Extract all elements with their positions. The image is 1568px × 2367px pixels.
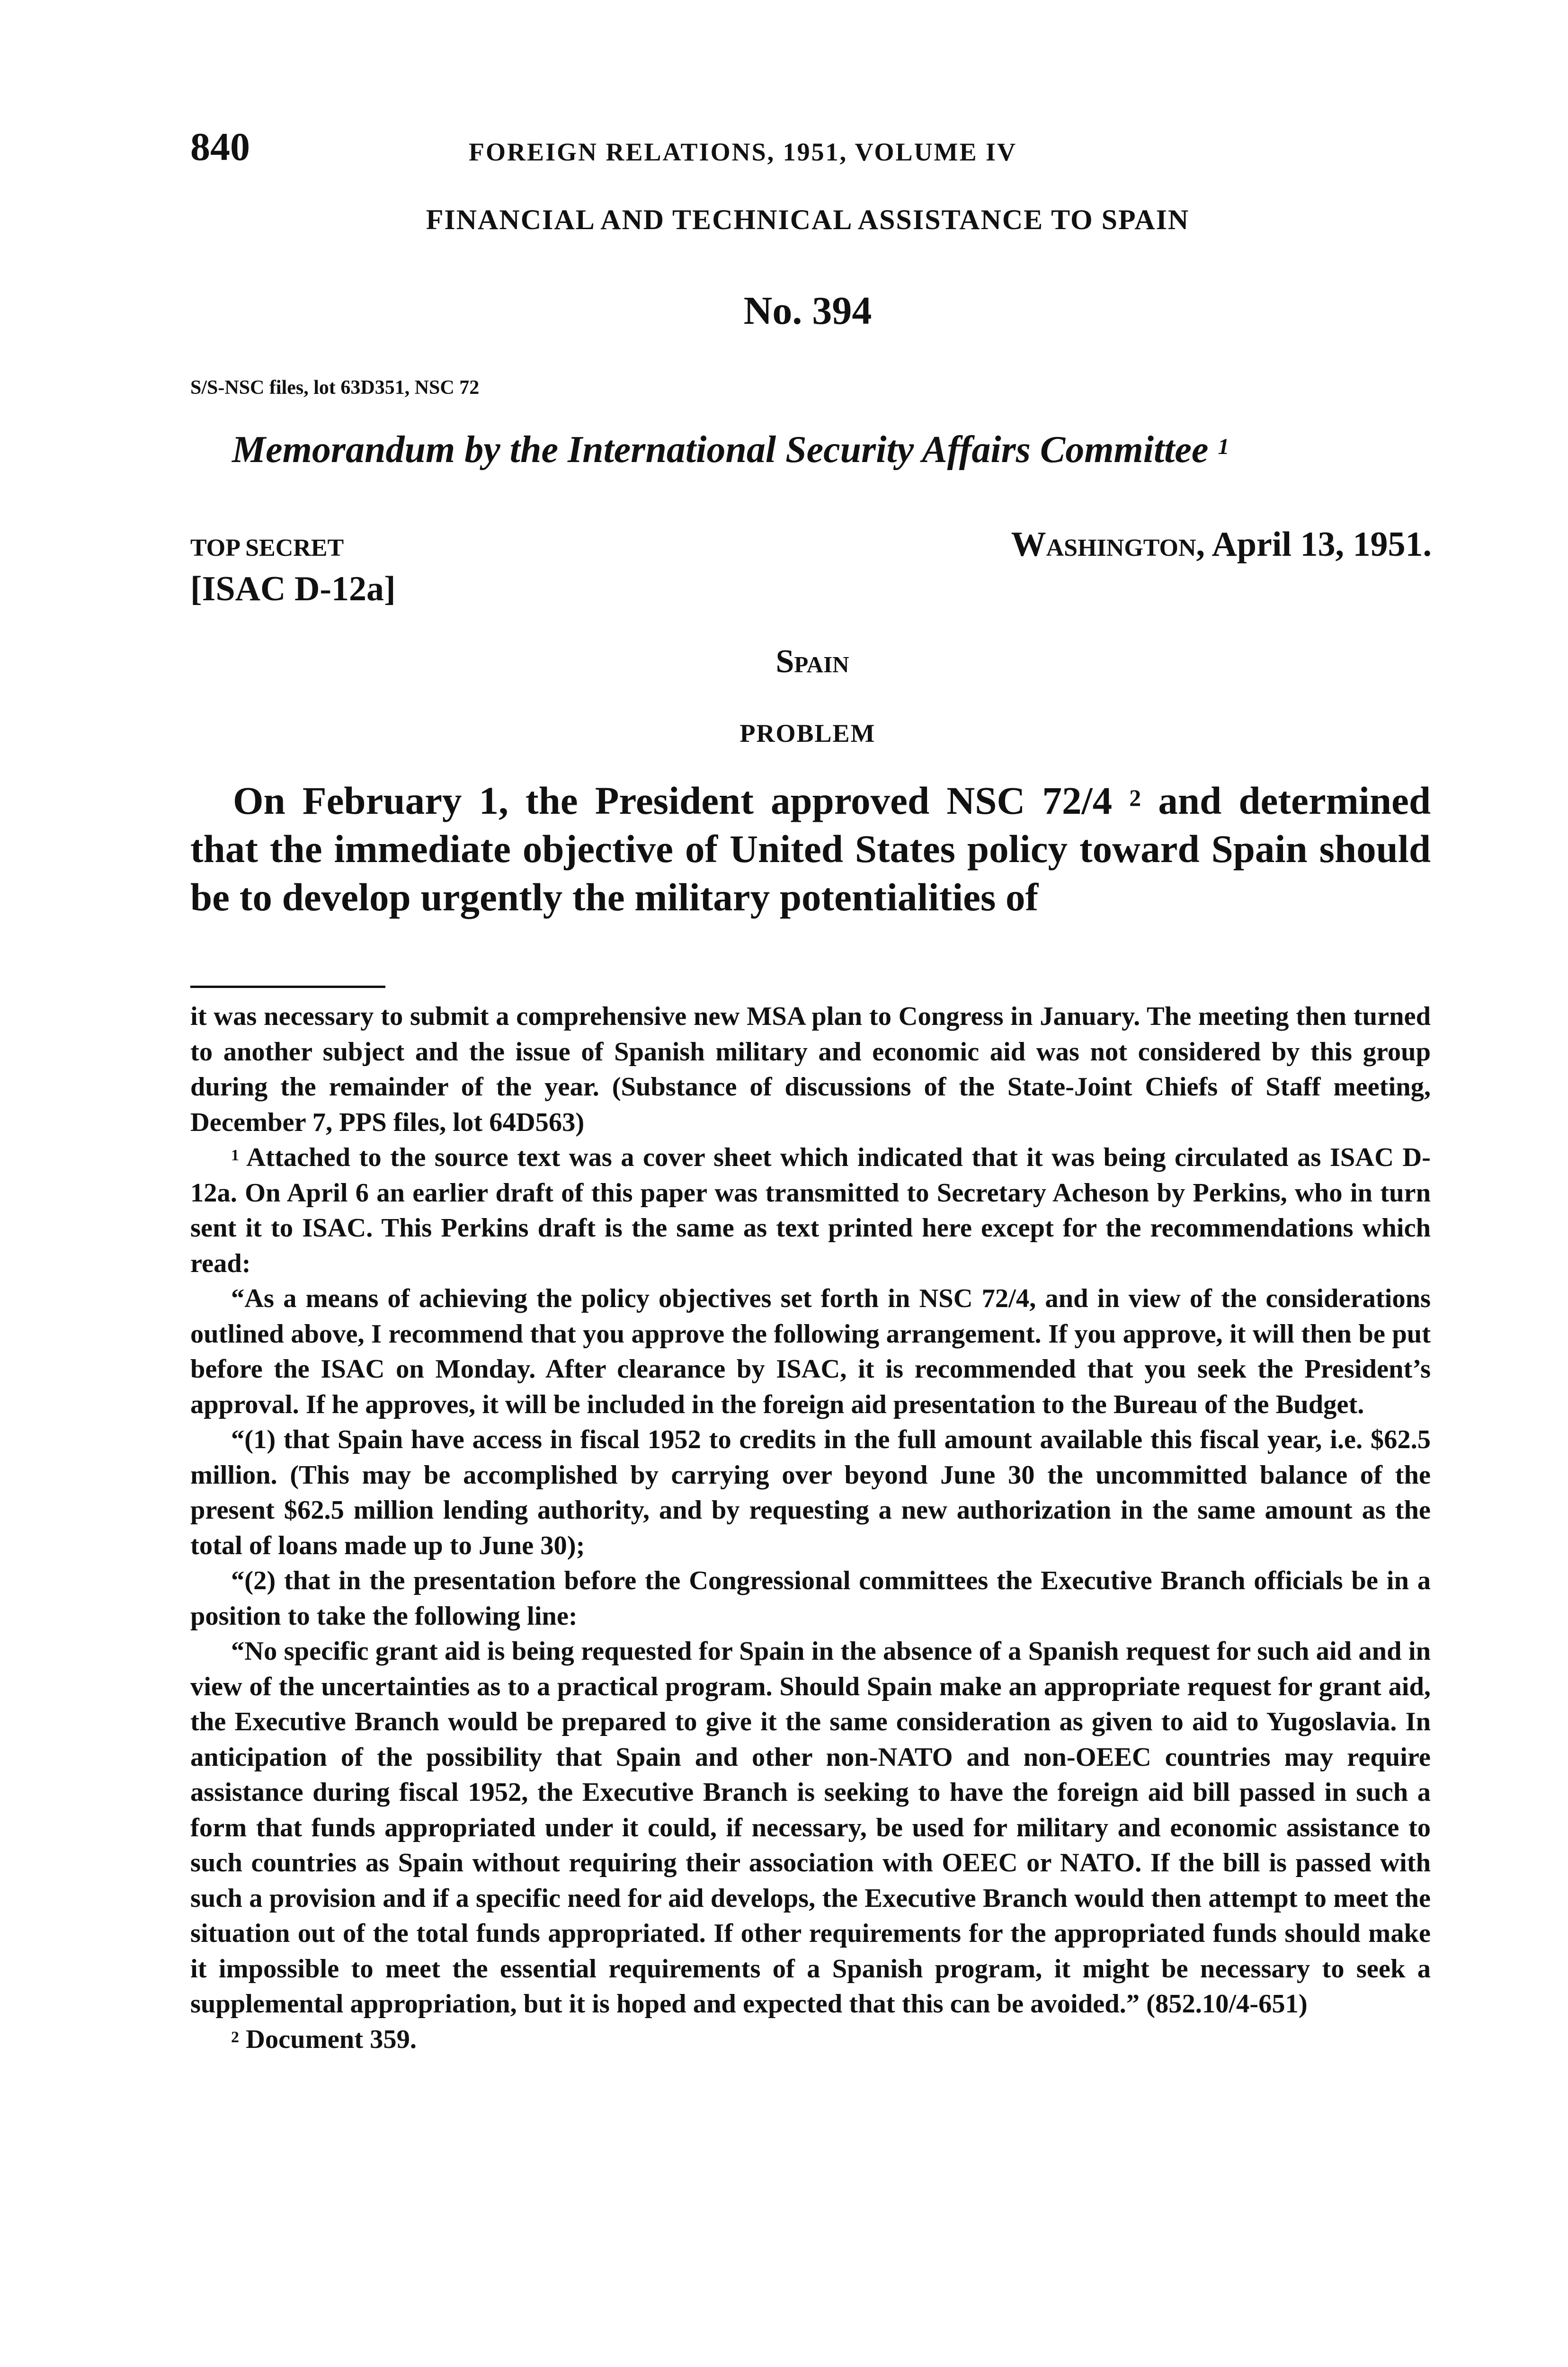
- page-number: 840: [190, 125, 250, 169]
- footnote-2: [190, 2022, 1431, 2057]
- body-paragraph: [190, 776, 1431, 921]
- memo-title: [232, 428, 1229, 472]
- dateline-date: April 13, 1951.: [1212, 525, 1432, 564]
- dateline-city: Washington,: [1011, 525, 1205, 564]
- subject-heading: Spain: [775, 643, 849, 680]
- footnotes: [190, 999, 1431, 2057]
- footnote-1-marker: 1: [231, 1147, 239, 1165]
- footnote-quote-1: “As a means of achieving the policy objectives set forth in NSC 72/4, and in view of the considerations outlined above, I recommend that you approve the following arrangement. If you approve, it will then be put before the ISAC on Monday. After clearance by ISAC, it is recommended that you seek the President’s approval. If he approves, it will be included in the foreign aid presentation to the Bureau of the Budget.: [190, 1284, 1431, 1419]
- footnote-ref-1: 1: [1218, 434, 1229, 460]
- document-number: No. 394: [743, 289, 872, 333]
- footnote-2-text: Document 359.: [246, 2024, 417, 2054]
- running-head: FOREIGN RELATIONS, 1951, VOLUME IV: [469, 138, 1017, 166]
- dateline: [1011, 525, 1432, 565]
- section-heading: FINANCIAL AND TECHNICAL ASSISTANCE TO SPAIN: [426, 204, 1190, 235]
- classification-label: TOP SECRET: [190, 534, 344, 561]
- footnote-2-marker: 2: [231, 2028, 239, 2046]
- footnote-ref-2: 2: [1129, 784, 1141, 811]
- footnote-quote-3: “(2) that in the presentation before the Congressional committees the Executive Branch officials be in a position to take the following line:: [190, 1566, 1431, 1631]
- memo-title-text: Memorandum by the International Security Affairs Committee: [232, 429, 1209, 471]
- problem-heading: PROBLEM: [739, 719, 876, 747]
- isac-identifier: [ISAC D-12a]: [190, 570, 396, 608]
- footnote-1: [190, 1140, 1431, 1281]
- footnote-continuation: it was necessary to submit a comprehensive new MSA plan to Congress in January. The meeting then turned to another subject and the issue of Spanish military and economic aid was not considered by this group during the remainder of the year. (Substance of discussions of the State-Joint Chiefs of Staff meeting, December 7, PPS files, lot 64D563): [190, 1002, 1431, 1137]
- body-text-end: and determined that the immediate objective of United States policy toward Spain should be to develop urgently the military potentialities of: [190, 779, 1431, 919]
- footnote-1-text: Attached to the source text was a cover sheet which indicated that it was being circulated as ISAC D-12a. On April 6 an earlier draft of this paper was transmitted to Secretary Acheson by Perkins, who in turn sent it to ISAC. This Perkins draft is the same as text printed here except for the recommendations which read:: [190, 1143, 1431, 1278]
- footnote-quote-4: “No specific grant aid is being requested for Spain in the absence of a Spanish request for such aid and in view of the uncertainties as to a practical program. Should Spain make an appropriate request for grant aid, the Executive Branch would be prepared to give it the same consideration as given to aid to Yugoslavia. In anticipation of the possibility that Spain and other non-NATO and non-OEEC countries may require assistance during fiscal 1952, the Executive Branch is seeking to have the foreign aid bill passed in such a form that funds appropriated under it could, if necessary, be used for military and economic assistance to such countries as Spain without requiring their association with OEEC or NATO. If the bill is passed with such a provision and if a specific need for aid develops, the Executive Branch would then attempt to meet the situation out of the total funds appropriated. If other requirements for the appropriated funds should make it impossible to meet the essential requirements of a Spanish program, it might be necessary to seek a supplemental appropriation, but it is hoped and expected that this can be avoided.” (852.10/4-651): [190, 1637, 1431, 2019]
- body-text-start: On February 1, the President approved NSC 72/4: [233, 779, 1113, 822]
- source-note: S/S-NSC files, lot 63D351, NSC 72: [190, 377, 480, 399]
- footnote-rule: [190, 986, 385, 988]
- footnote-quote-2: “(1) that Spain have access in fiscal 1952 to credits in the full amount available this fiscal year, i.e. $62.5 million. (This may be accomplished by carrying over beyond June 30 the uncommitted balance of the present $62.5 million lending authority, and by requesting a new authorization in the same amount as the total of loans made up to June 30);: [190, 1425, 1431, 1560]
